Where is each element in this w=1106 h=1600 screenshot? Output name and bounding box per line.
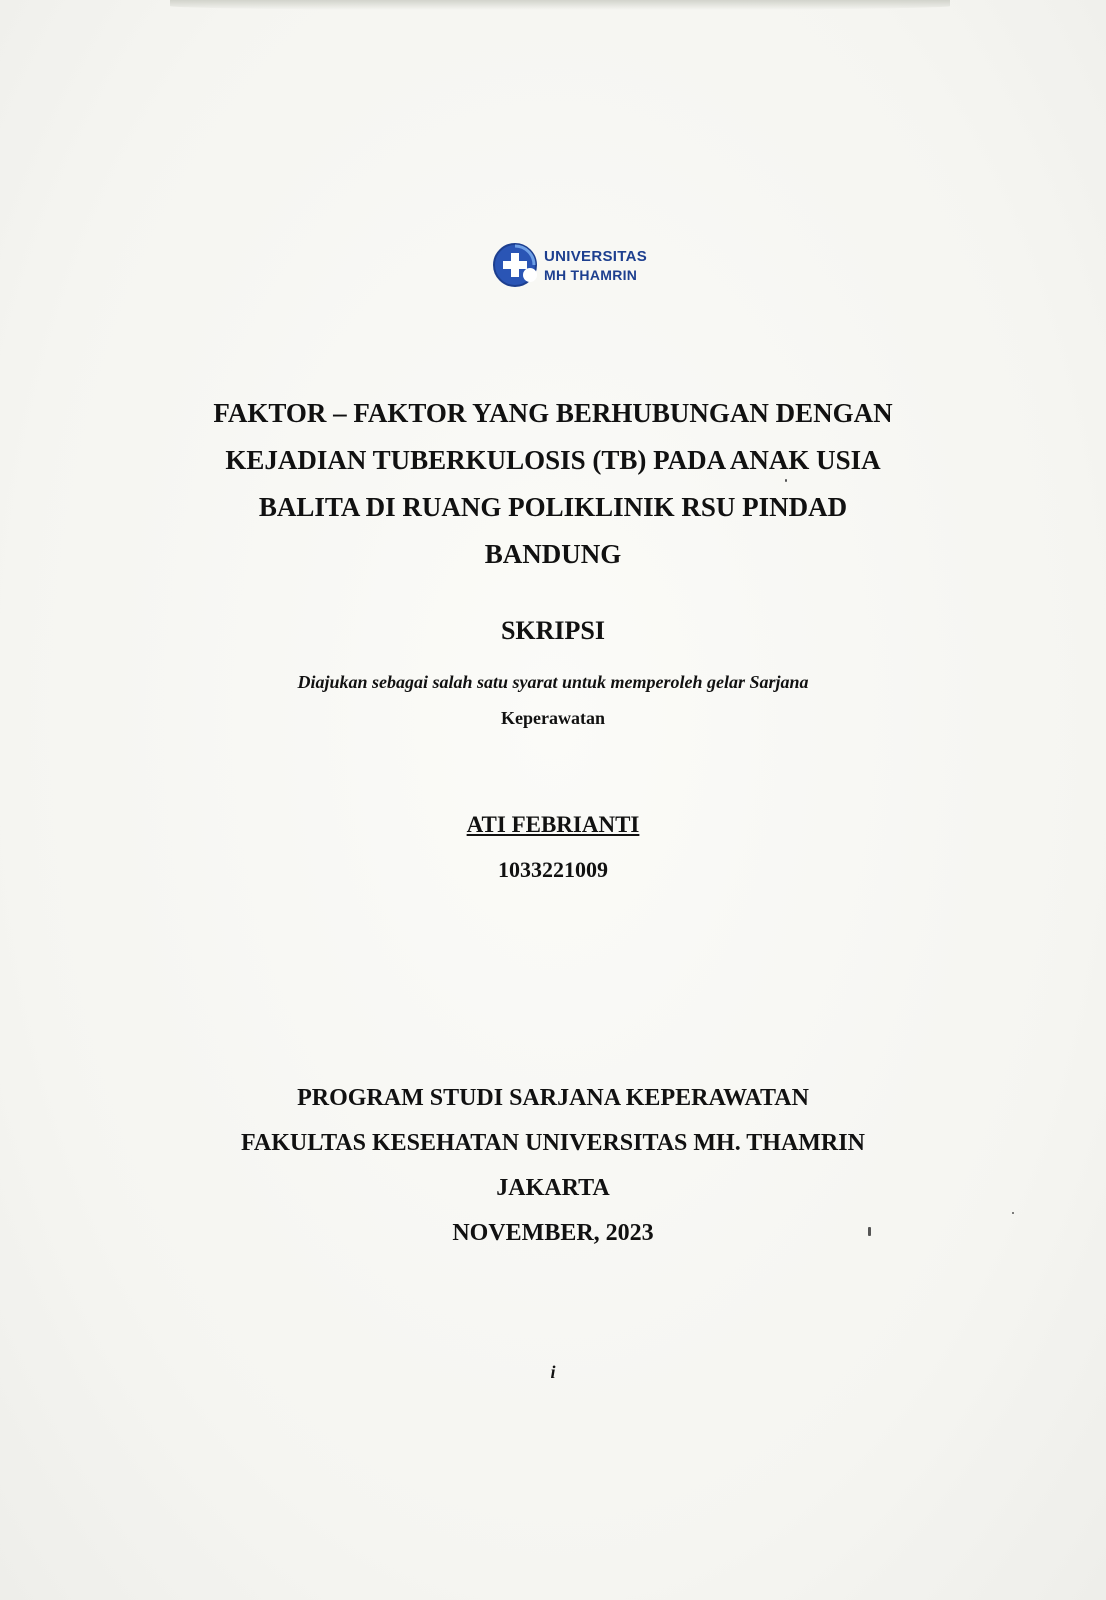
page-number: i	[550, 1362, 556, 1382]
logo-line-1: UNIVERSITAS	[544, 248, 648, 265]
scan-speck	[785, 479, 787, 482]
title-line-4: BANDUNG	[484, 539, 622, 569]
scan-shadow	[170, 0, 950, 10]
description-line-1: Diajukan sebagai salah satu syarat untuk memperoleh gelar Sarjana	[297, 672, 809, 692]
student-id: 1033221009	[498, 857, 608, 882]
document-type: SKRIPSI	[500, 616, 606, 645]
university-logo	[492, 242, 672, 292]
degree-description	[0, 664, 1106, 736]
faculty-name: FAKULTAS KESEHATAN UNIVERSITAS MH. THAMRIN	[241, 1130, 865, 1156]
city: JAKARTA	[496, 1175, 610, 1201]
institution-block	[0, 1076, 1106, 1256]
submission-date: NOVEMBER, 2023	[452, 1220, 654, 1246]
title-line-3: BALITA DI RUANG POLIKLINIK RSU PINDAD	[258, 492, 848, 522]
author-name	[0, 812, 1106, 838]
logo-text	[544, 248, 647, 284]
title-line-1: FAKTOR – FAKTOR YANG BERHUBUNGAN DENGAN	[213, 398, 893, 428]
title-line-2: KEJADIAN TUBERKULOSIS (TB) PADA ANAK USIA	[225, 445, 881, 475]
logo-line-2: MH THAMRIN	[544, 267, 638, 283]
scan-speck	[1012, 1212, 1014, 1214]
scan-speck	[868, 1227, 871, 1236]
author-name-text: ATI FEBRIANTI	[466, 812, 640, 837]
program-name: PROGRAM STUDI SARJANA KEPERAWATAN	[297, 1085, 809, 1111]
description-line-2: Keperawatan	[501, 708, 605, 728]
thesis-title	[0, 390, 1106, 578]
university-emblem-icon	[492, 242, 542, 292]
